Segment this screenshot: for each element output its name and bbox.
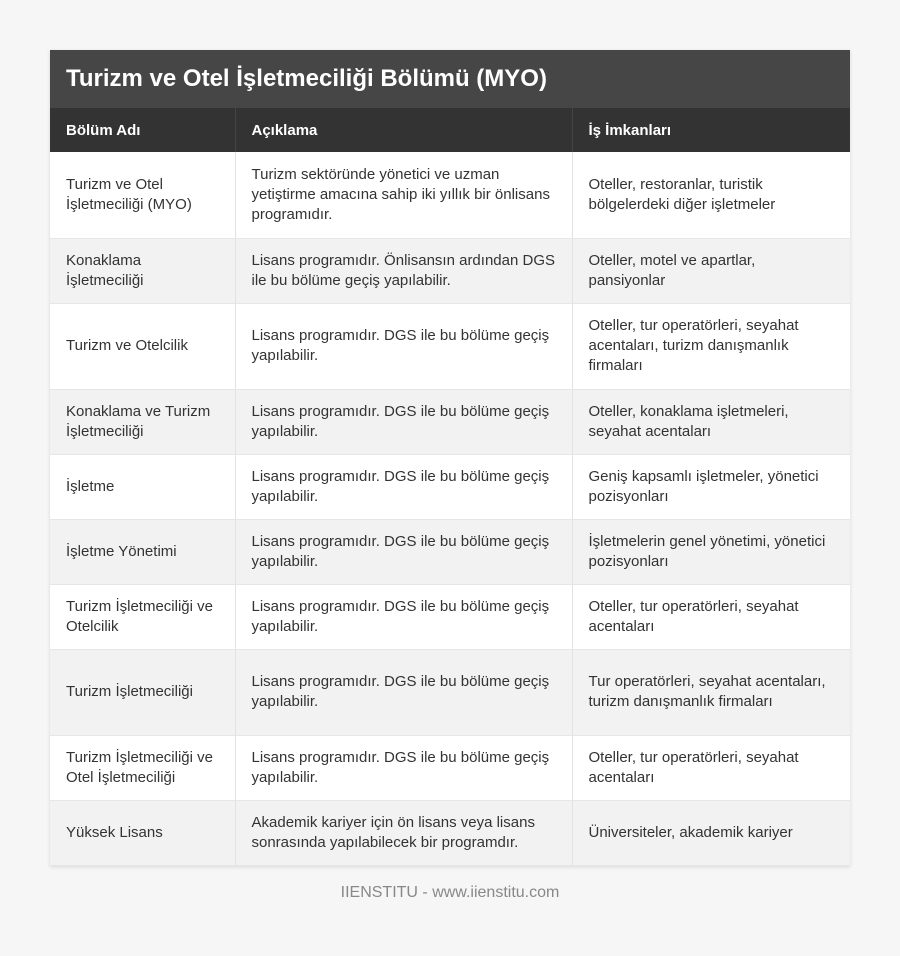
- column-header-jobs: İş İmkanları: [572, 108, 850, 152]
- table-header-row: [50, 108, 850, 152]
- page-title: Turizm ve Otel İşletmeciliği Bölümü (MYO): [50, 50, 850, 108]
- table-row: [50, 238, 850, 303]
- footer-credit: IIENSTITU - www.iienstitu.com: [340, 884, 560, 901]
- table-row: [50, 735, 850, 800]
- cell-description: Lisans programıdır. Önlisansın ardından DGS ile bu bölüme geçiş yapılabilir.: [235, 238, 572, 303]
- cell-description: Akademik kariyer için ön lisans veya lisans sonrasında yapılabilecek bir programdır.: [235, 800, 572, 865]
- table-row: [50, 454, 850, 519]
- cell-program-name: Turizm ve Otelcilik: [50, 303, 235, 389]
- cell-description: Lisans programıdır. DGS ile bu bölüme geçiş yapılabilir.: [235, 454, 572, 519]
- cell-job-opportunities: Üniversiteler, akademik kariyer: [572, 800, 850, 865]
- cell-program-name: Yüksek Lisans: [50, 800, 235, 865]
- cell-description: Lisans programıdır. DGS ile bu bölüme geçiş yapılabilir.: [235, 735, 572, 800]
- cell-job-opportunities: Oteller, tur operatörleri, seyahat acentaları, turizm danışmanlık firmaları: [572, 303, 850, 389]
- table-row: [50, 389, 850, 454]
- cell-description: Turizm sektöründe yönetici ve uzman yetiştirme amacına sahip iki yıllık bir önlisans programıdır.: [235, 152, 572, 238]
- cell-program-name: Konaklama İşletmeciliği: [50, 238, 235, 303]
- cell-job-opportunities: Oteller, tur operatörleri, seyahat acentaları: [572, 735, 850, 800]
- cell-job-opportunities: Oteller, motel ve apartlar, pansiyonlar: [572, 238, 850, 303]
- column-header-description: Açıklama: [235, 108, 572, 152]
- cell-job-opportunities: İşletmelerin genel yönetimi, yönetici pozisyonları: [572, 519, 850, 584]
- cell-program-name: Turizm İşletmeciliği ve Otelcilik: [50, 584, 235, 649]
- cell-program-name: İşletme Yönetimi: [50, 519, 235, 584]
- table-row: [50, 519, 850, 584]
- table-row: [50, 584, 850, 649]
- cell-description: Lisans programıdır. DGS ile bu bölüme geçiş yapılabilir.: [235, 519, 572, 584]
- cell-job-opportunities: Oteller, tur operatörleri, seyahat acentaları: [572, 584, 850, 649]
- cell-program-name: Turizm İşletmeciliği ve Otel İşletmeciliği: [50, 735, 235, 800]
- cell-job-opportunities: Tur operatörleri, seyahat acentaları, turizm danışmanlık firmaları: [572, 649, 850, 735]
- cell-program-name: Turizm İşletmeciliği: [50, 649, 235, 735]
- table-row: [50, 152, 850, 238]
- cell-job-opportunities: Oteller, konaklama işletmeleri, seyahat acentaları: [572, 389, 850, 454]
- cell-program-name: Konaklama ve Turizm İşletmeciliği: [50, 389, 235, 454]
- table-row: [50, 649, 850, 735]
- table-card: [50, 50, 850, 866]
- programs-table: [50, 108, 850, 866]
- cell-job-opportunities: Geniş kapsamlı işletmeler, yönetici pozisyonları: [572, 454, 850, 519]
- cell-description: Lisans programıdır. DGS ile bu bölüme geçiş yapılabilir.: [235, 584, 572, 649]
- cell-description: Lisans programıdır. DGS ile bu bölüme geçiş yapılabilir.: [235, 303, 572, 389]
- cell-program-name: Turizm ve Otel İşletmeciliği (MYO): [50, 152, 235, 238]
- table-row: [50, 800, 850, 865]
- table-row: [50, 303, 850, 389]
- cell-job-opportunities: Oteller, restoranlar, turistik bölgelerdeki diğer işletmeler: [572, 152, 850, 238]
- cell-program-name: İşletme: [50, 454, 235, 519]
- cell-description: Lisans programıdır. DGS ile bu bölüme geçiş yapılabilir.: [235, 649, 572, 735]
- column-header-name: Bölüm Adı: [50, 108, 235, 152]
- cell-description: Lisans programıdır. DGS ile bu bölüme geçiş yapılabilir.: [235, 389, 572, 454]
